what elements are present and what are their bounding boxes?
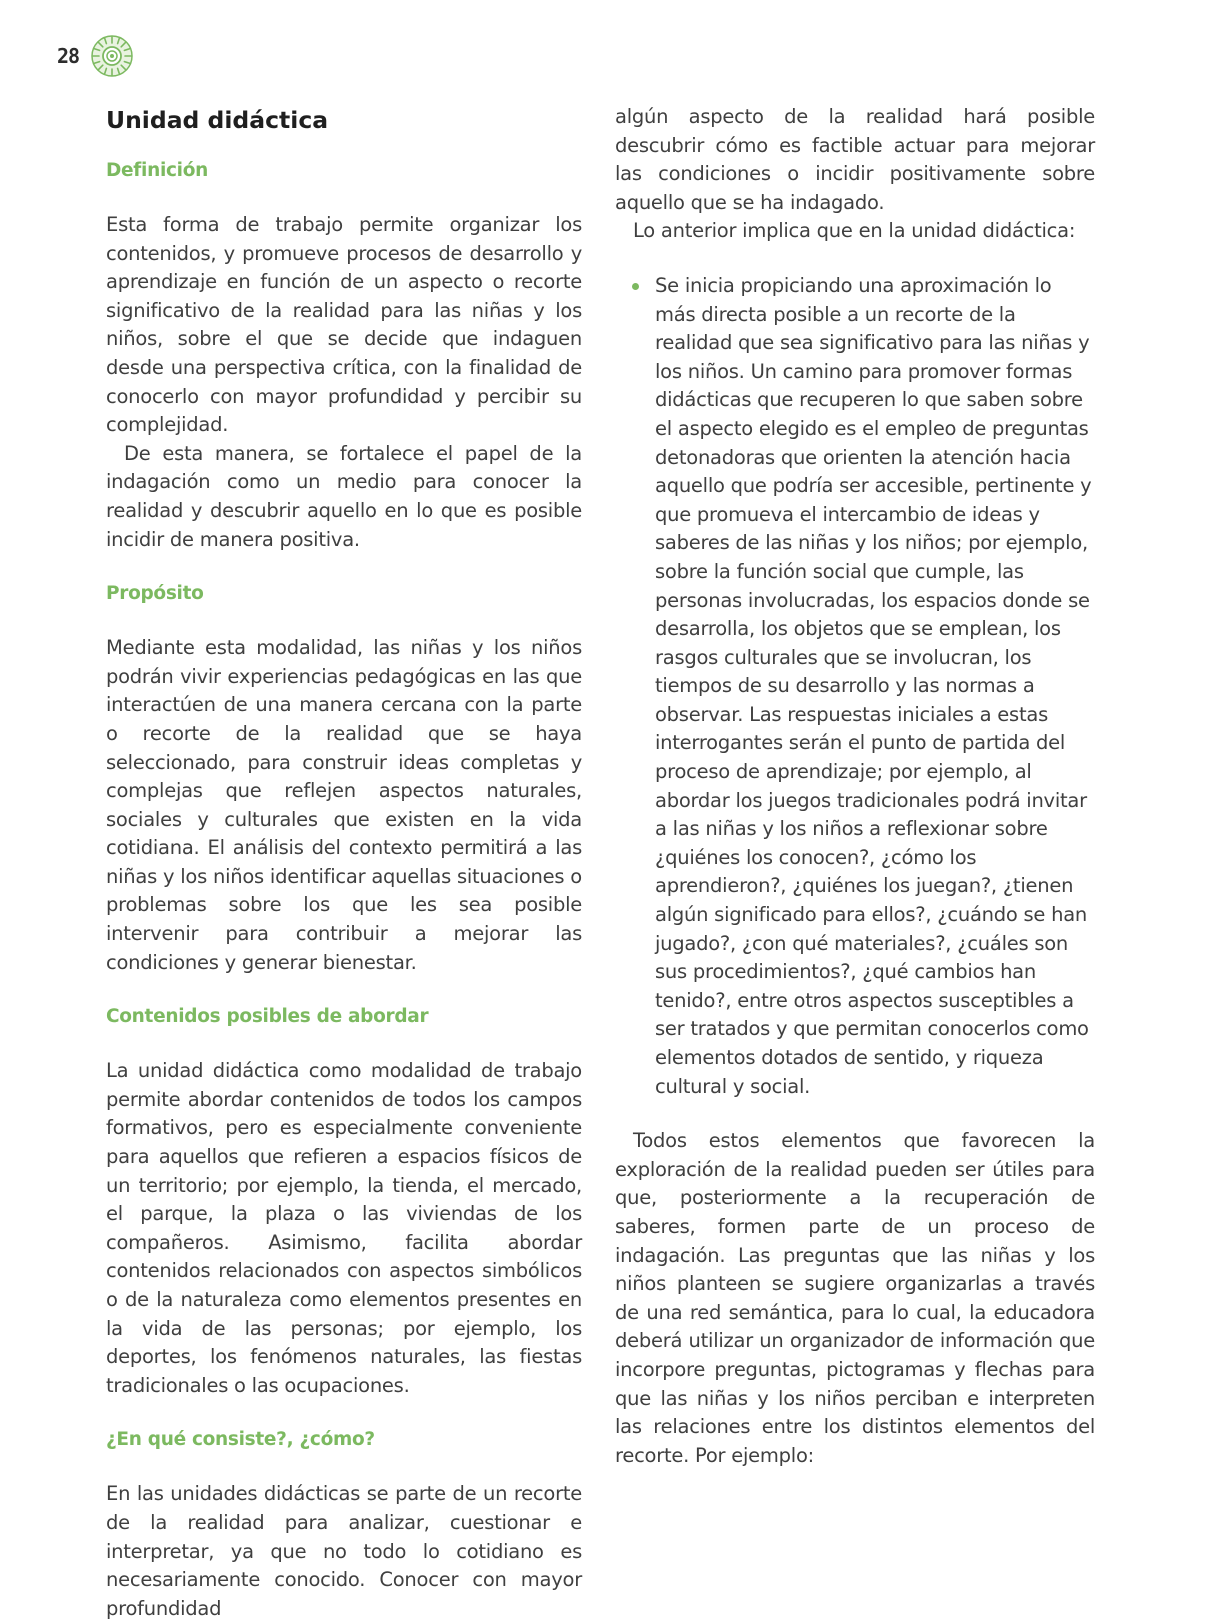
how-heading: ¿En qué consiste?, ¿cómo? bbox=[106, 1429, 375, 1451]
page-number: 28 bbox=[57, 44, 80, 68]
purpose-paragraph: Mediante esta modalidad, las niñas y los niños podrán vivir experiencias pedagógicas en las que interactúen de una manera cercana con la parte o recorte de la realidad que se haya seleccionado, para construir ideas completas y complejas que reflejen aspectos naturales, sociales y culturales que existen en la vida cotidiana. El análisis del contexto permitirá a las niñas y los niños identificar aquellas situaciones o problemas sobre los que les sea posible intervenir para contribuir a mejorar las condiciones y generar bienestar. bbox=[106, 636, 582, 974]
right-column bbox=[615, 103, 1095, 1470]
how-paragraph: En las unidades didácticas se parte de un recorte de la realidad para analizar, cuestionar e interpretar, ya que no todo lo cotidiano es necesariamente conocido. Conocer con mayor profundidad bbox=[106, 1482, 582, 1620]
continuation-paragraph: algún aspecto de la realidad hará posible descubrir cómo es factible actuar para mejorar las condiciones o incidir positivamente sobre aquello que se ha indagado. bbox=[615, 105, 1095, 214]
definition-paragraph: Esta forma de trabajo permite organizar los contenidos, y promueve procesos de desarrollo y aprendizaje en función de un aspecto o recorte significativo de la realidad para las niñas y los niños, sobre el que se decide que indaguen desde una perspectiva crítica, con la finalidad de conocerlo con mayor profundidad y percibir su complejidad. bbox=[106, 213, 582, 437]
left-column bbox=[106, 103, 582, 1623]
closing-paragraph: Todos estos elementos que favorecen la exploración de la realidad pueden ser útiles para que, posteriormente a la recuperación de saberes, formen parte de un proceso de indagación. Las preguntas que las niñas y los niños planteen se sugiere organizarlas a través de una red semántica, para lo cual, la educadora deberá utilizar un organizador de información que incorpore preguntas, pictogramas y flechas para que las niñas y los niños perciban e interpreten las relaciones entre los distintos elementos del recorte. Por ejemplo: bbox=[615, 1129, 1095, 1467]
bullet-text: Se inicia propiciando una aproximación lo más directa posible a un recorte de la realidad que sea significativo para las niñas y los niños. Un camino para promover formas didácticas que recuperen lo que saben sobre el aspecto elegido es el empleo de preguntas detonadoras que orienten la atención hacia aquello que podría ser accesible, pertinente y que promueva el intercambio de ideas y saberes de las niñas y los niños; por ejemplo, sobre la función social que cumple, las personas involucradas, los espacios donde se desarrolla, los objetos que se emplean, los rasgos culturales que se involucran, los tiempos de su desarrollo y las normas a observar. Las respuestas iniciales a estas interrogantes serán el punto de partida del proceso de aprendizaje; por ejemplo, al abordar los juegos tradicionales podrá invitar a las niñas y los niños a reflexionar sobre ¿quiénes los conocen?, ¿cómo los aprendieron?, ¿quiénes los juegan?, ¿tienen algún significado para ellos?, ¿cuándo se han jugado?, ¿con qué materiales?, ¿cuáles son sus procedimientos?, ¿qué cambios han tenido?, entre otros aspectos susceptibles a ser tratados y que permitan conocerlos como elementos dotados de sentido, y riqueza cultural y social. bbox=[655, 273, 1092, 1098]
contents-paragraph: La unidad didáctica como modalidad de trabajo permite abordar contenidos de todos los campos formativos, pero es especialmente conveniente para aquellos que refieren a espacios físicos de un territorio; por ejemplo, la tienda, el mercado, el parque, la plaza o las viviendas de los compañeros. Asimismo, facilita abordar contenidos relacionados con aspectos simbólicos o de la naturaleza como elementos presentes en la vida de las personas; por ejemplo, los deportes, los fenómenos naturales, las fiestas tradicionales o las ocupaciones. bbox=[106, 1059, 582, 1397]
implication-intro: Lo anterior implica que en la unidad didáctica: bbox=[633, 219, 1076, 243]
definition-heading: Definición bbox=[106, 160, 208, 181]
purpose-heading: Propósito bbox=[106, 583, 204, 605]
bullet-dot-icon bbox=[632, 283, 639, 290]
bullet-item bbox=[615, 272, 1095, 1101]
definition-paragraph-2: De esta manera, se fortalece el papel de la indagación como un medio para conocer la realidad y descubrir aquello en lo que es posible incidir de manera positiva. bbox=[106, 441, 582, 551]
contents-heading: Contenidos posibles de abordar bbox=[106, 1006, 429, 1028]
green-sun-emblem-icon bbox=[90, 34, 134, 78]
section-title: Unidad didáctica bbox=[106, 106, 329, 134]
